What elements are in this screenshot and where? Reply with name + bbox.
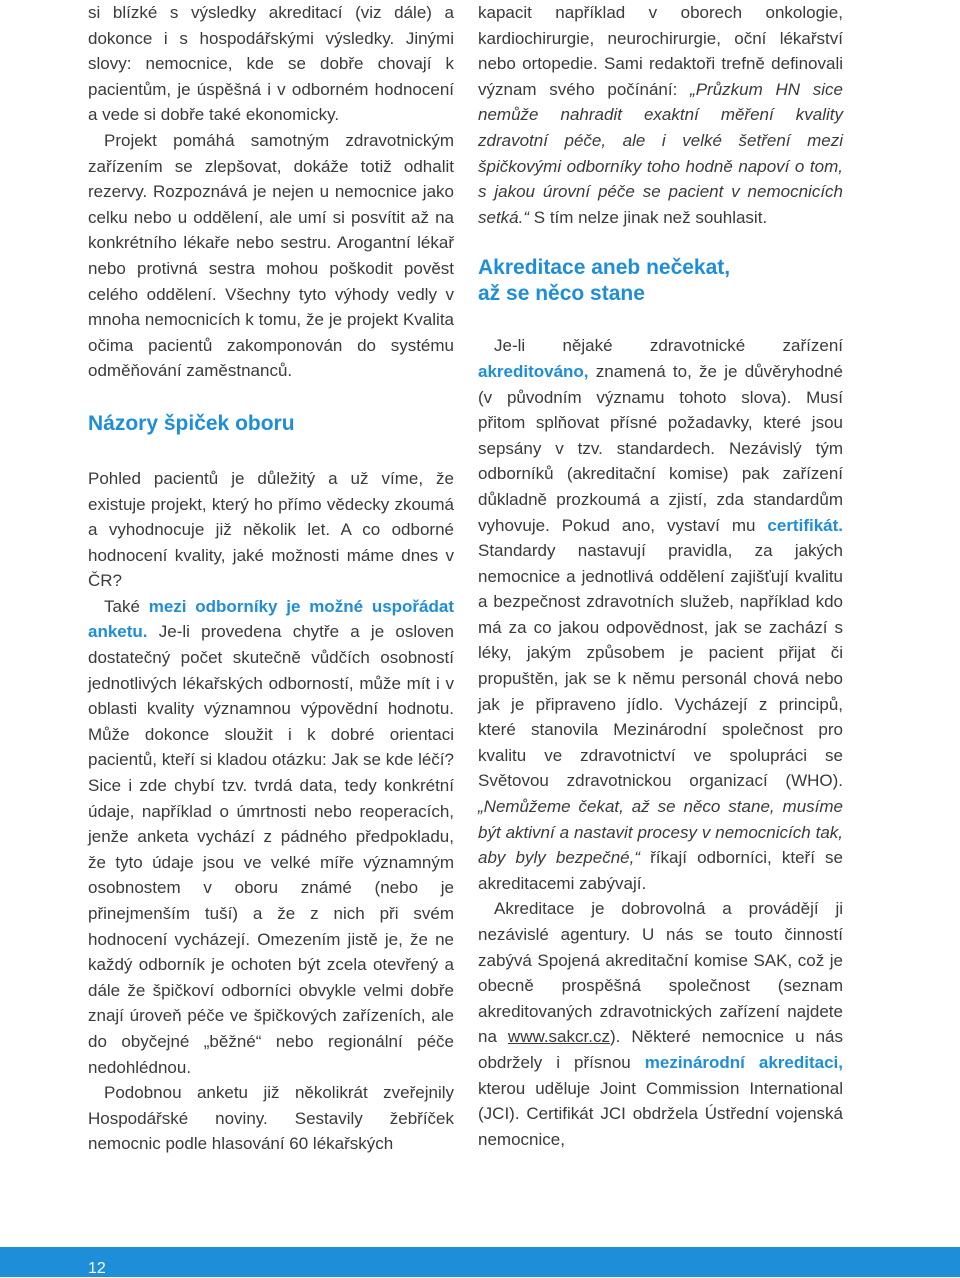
section-heading-accreditation [478, 255, 843, 307]
experts-quote: „Nemůžeme čekat, až se něco stane, musíme být aktivní a nastavit procesy v nemocnicích tak, aby byly bezpečné,“ [478, 797, 843, 868]
left-paragraph-3: Pohled pacientů je důležitý a už víme, že existuje projekt, který ho přímo vědecky zkoumá a vyhodnocuje již několik let. A co odborné hodnocení kvality, jaké možnosti máme dnes v ČR? [88, 468, 454, 591]
right-paragraph-1-lead: kapacit například v oborech onkologie, kardiochirurgie, neurochirurgie, oční lékařství nebo ortopedie. Sami redaktoři trefně definovali význam svého počínání: [478, 3, 843, 99]
highlight-international-accreditation: mezinárodní akreditaci, [644, 1052, 844, 1072]
left-paragraph-4 [88, 594, 454, 1080]
left-paragraph-2: Projekt pomáhá samotným zdravotnickým zařízením se zlepšovat, dokáže totiž odhalit rezervy. Rozpoznává je nejen u nemocnice jako celku nebo u oddělení, ale umí si posvítit až na konkrétního lékaře nebo sestru. Arogantní lékař nebo protivná sestra mohou poškodit pověst celého oddělení. Všechny tyto výhody vedly v mnoha nemocnicích k tomu, že je projekt Kvalita očima pacientů zakomponován do systému odměňování zaměstnanců. [88, 130, 454, 381]
page-number: 12 [88, 1260, 106, 1277]
right-paragraph-2-body: Standardy nastavují pravidla, za jakých nemocnice a jednotlivá oddělení zajišťují kvalitu a bezpečnost zdravotních služeb, například kdo má za co jakou odpovědnost, jak se zachází s léky, jakým způsobem je pacient přijat či propuštěn, jak se k němu personál chová nebo jak je připraveno jídlo. Vycházejí z principů, které stanovila Mezinárodní společnost pro kvalitu ve zdravotnictví ve spolupráci se Světovou zdravotnickou organizací (WHO). [478, 541, 843, 791]
left-column [88, 0, 454, 1157]
left-paragraph-4-body: Je-li provedena chytře a je osloven dostatečný počet skutečně vůdčích osobností jednotlivých lékařských odborností, může mít i v oblasti kvality významnou výpovědní hodnotu. Může dokonce sloužit i k dobré orientaci pacientů, kteří si kladou otázku: Jak se kde léčí? Sice i zde chybí tzv. tvrdá data, tedy konkrétní údaje, například o úmrtnosti nebo reoperacích, jenže anketa vychází z pádného předpokladu, že tyto údaje jsou ve velké míře významným osobnostem v oboru známé (nebo je přinejmenším tuší) a že z nich při svém hodnocení vycházejí. Omezením jistě je, že ne každý odborník je ochoten být zcela otevřený a dále že špičkoví odborníci obvykle velmi dobře znají úroveň péče ve špičkových zařízeních, ale do obyčejné „běžné“ nebo regionální péče nedohlédnou. [88, 622, 454, 1077]
heading-line-1: Akreditace aneb nečekat, [478, 256, 731, 280]
right-paragraph-2-end: říkají odborníci, kteří se akreditacemi zabývají. [478, 848, 843, 893]
left-paragraph-5: Podobnou anketu již několikrát zveřejnily Hospodářské noviny. Sestavily žebříček nemocnic podle hlasování 60 lékařských [88, 1083, 454, 1154]
right-paragraph-3-lead: Akreditace je dobrovolná a provádějí ji nezávislé agentury. U nás se touto činností zabývá Spojená akreditační komise SAK, což je obecně prospěšná společnost (seznam akreditovaných zdravotnických zařízení najdete na [478, 899, 843, 1047]
right-column [478, 0, 843, 1152]
right-paragraph-1 [478, 0, 843, 230]
highlight-survey: mezi odborníky je možné uspořádat anketu. [88, 596, 454, 642]
right-paragraph-2-lead: Je-li nějaké zdravotnické zařízení [494, 336, 843, 356]
highlight-certificate: certifikát. [767, 515, 843, 535]
right-paragraph-3 [478, 896, 843, 1152]
sakcr-link[interactable]: www.sakcr.cz [507, 1027, 610, 1047]
heading-line-2: až se něco stane [478, 282, 645, 306]
highlight-accredited: akreditováno, [478, 361, 589, 381]
hn-quote: „Průzkum HN sice nemůže nahradit exaktní měření kvality zdravotní péče, ale i velké šetření mezi špičkovými odborníky toho hodně napoví o tom, s jakou úrovní péče se pacient v nemocnicích setká.“ [478, 79, 844, 227]
right-paragraph-2 [478, 333, 843, 896]
footer-band [0, 1247, 960, 1277]
right-paragraph-3-mid: ). Některé nemocnice u nás obdržely i přísnou [478, 1027, 843, 1072]
left-paragraph-1: si blízké s výsledky akreditací (viz dále) a dokonce i s hospodářskými výsledky. Jinými slovy: nemocnice, kde se dobře chovají k pacientům, je úspěšná i v odborném hodnocení a vede si dobře také ekonomicky. [88, 3, 454, 125]
right-paragraph-2-mid: znamená to, že je důvěryhodné (v původním významu tohoto slova). Musí přitom splňovat přísné požadavky, které jsou sepsány v tzv. standardech. Nezávislý tým odborníků (akreditační komise) pak zařízení důkladně prozkoumá a zjistí, zda standardům vyhovuje. Pokud ano, vystaví mu [478, 361, 843, 535]
right-paragraph-1-end: S tím nelze jinak než souhlasit. [529, 207, 768, 227]
left-paragraph-4-lead: Také [104, 596, 149, 616]
right-paragraph-3-end: kterou uděluje Joint Commission International (JCI). Certifikát JCI obdržela Ústřední vojenská nemocnice, [478, 1078, 843, 1149]
section-heading-expert-opinions: Názory špiček oboru [88, 411, 295, 435]
